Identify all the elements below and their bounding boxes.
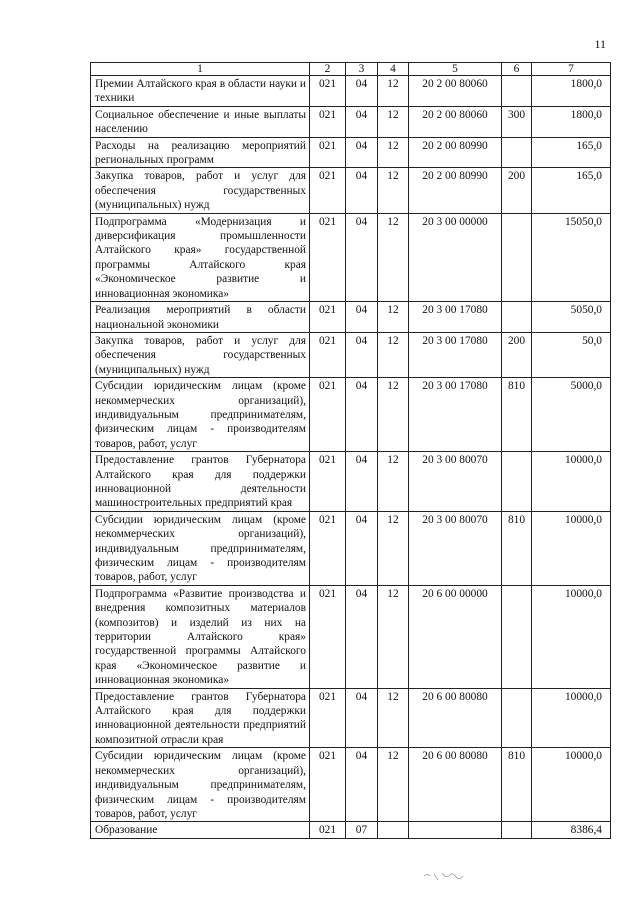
expense-type-code: 810 xyxy=(502,511,532,585)
target-article-code: 20 6 00 00000 xyxy=(409,585,502,688)
amount: 165,0 xyxy=(532,168,611,213)
table-row xyxy=(91,106,611,137)
table-row xyxy=(91,213,611,301)
target-article-code: 20 3 00 80070 xyxy=(409,452,502,512)
target-article-code: 20 3 00 17080 xyxy=(409,378,502,452)
ministry-code: 021 xyxy=(310,213,346,301)
item-name: Подпрограмма «Развитие производства и внедрения композитных материалов (композитов) и изделий из них на территории Алтайского края» государственной программы Алтайского края «Экономическое развитие и инновационная экономика» xyxy=(91,585,310,688)
amount: 10000,0 xyxy=(532,511,611,585)
table-row xyxy=(91,76,611,107)
table-row xyxy=(91,302,611,333)
target-article-code: 20 2 00 80990 xyxy=(409,168,502,213)
subsection-code: 12 xyxy=(378,332,409,377)
ministry-code: 021 xyxy=(310,106,346,137)
item-name: Субсидии юридическим лицам (кроме некоммерческих организаций), индивидуальным предпринимателям, физическим лицам - производителям товаров, работ, услуг xyxy=(91,511,310,585)
target-article-code: 20 6 00 80080 xyxy=(409,748,502,822)
amount: 8386,4 xyxy=(532,822,611,838)
expense-type-code: 200 xyxy=(502,168,532,213)
table-row xyxy=(91,332,611,377)
subsection-code: 12 xyxy=(378,137,409,168)
subsection-code: 12 xyxy=(378,378,409,452)
target-article-code: 20 3 00 00000 xyxy=(409,213,502,301)
item-name: Закупка товаров, работ и услуг для обеспечения государственных (муниципальных) нужд xyxy=(91,332,310,377)
page-number: 11 xyxy=(594,37,606,51)
section-code: 04 xyxy=(346,76,378,107)
section-code: 04 xyxy=(346,137,378,168)
item-name: Подпрограмма «Модернизация и диверсификация промышленности Алтайского края» государственной программы Алтайского края «Экономическое развитие и инновационная экономика» xyxy=(91,213,310,301)
subsection-code: 12 xyxy=(378,106,409,137)
target-article-code: 20 3 00 80070 xyxy=(409,511,502,585)
column-header: 4 xyxy=(378,63,409,76)
expense-type-code xyxy=(502,452,532,512)
target-article-code xyxy=(409,822,502,838)
section-code: 04 xyxy=(346,511,378,585)
item-name: Реализация мероприятий в области национальной экономики xyxy=(91,302,310,333)
item-name: Образование xyxy=(91,822,310,838)
amount: 10000,0 xyxy=(532,688,611,748)
ministry-code: 021 xyxy=(310,452,346,512)
budget-table xyxy=(90,62,611,839)
table-row xyxy=(91,688,611,748)
column-header: 5 xyxy=(409,63,502,76)
ministry-code: 021 xyxy=(310,137,346,168)
header-row xyxy=(91,63,611,76)
item-name: Закупка товаров, работ и услуг для обеспечения государственных (муниципальных) нужд xyxy=(91,168,310,213)
subsection-code: 12 xyxy=(378,585,409,688)
target-article-code: 20 2 00 80990 xyxy=(409,137,502,168)
target-article-code: 20 6 00 80080 xyxy=(409,688,502,748)
expense-type-code xyxy=(502,822,532,838)
ministry-code: 021 xyxy=(310,511,346,585)
target-article-code: 20 3 00 17080 xyxy=(409,302,502,333)
subsection-code: 12 xyxy=(378,511,409,585)
item-name: Премии Алтайского края в области науки и техники xyxy=(91,76,310,107)
expense-type-code xyxy=(502,213,532,301)
expense-type-code xyxy=(502,137,532,168)
section-code: 04 xyxy=(346,302,378,333)
subsection-code: 12 xyxy=(378,76,409,107)
table-row xyxy=(91,137,611,168)
section-code: 04 xyxy=(346,106,378,137)
ministry-code: 021 xyxy=(310,76,346,107)
table-row xyxy=(91,452,611,512)
table-row xyxy=(91,822,611,838)
expense-type-code xyxy=(502,585,532,688)
ministry-code: 021 xyxy=(310,332,346,377)
section-code: 04 xyxy=(346,748,378,822)
amount: 5050,0 xyxy=(532,302,611,333)
table-row xyxy=(91,585,611,688)
item-name: Социальное обеспечение и иные выплаты населению xyxy=(91,106,310,137)
amount: 165,0 xyxy=(532,137,611,168)
budget-table-wrapper xyxy=(90,62,610,839)
section-code: 04 xyxy=(346,688,378,748)
expense-type-code: 810 xyxy=(502,748,532,822)
item-name: Предоставление грантов Губернатора Алтайского края для поддержки инновационной деятельности машиностроительных предприятий края xyxy=(91,452,310,512)
section-code: 04 xyxy=(346,378,378,452)
table-row xyxy=(91,748,611,822)
column-header: 1 xyxy=(91,63,310,76)
item-name: Предоставление грантов Губернатора Алтайского края для поддержки инновационной деятельности предприятий композитной отрасли края xyxy=(91,688,310,748)
amount: 10000,0 xyxy=(532,585,611,688)
section-code: 04 xyxy=(346,452,378,512)
ministry-code: 021 xyxy=(310,302,346,333)
ministry-code: 021 xyxy=(310,378,346,452)
subsection-code: 12 xyxy=(378,748,409,822)
table-row xyxy=(91,168,611,213)
subsection-code: 12 xyxy=(378,452,409,512)
item-name: Расходы на реализацию мероприятий региональных программ xyxy=(91,137,310,168)
subsection-code: 12 xyxy=(378,302,409,333)
amount: 10000,0 xyxy=(532,748,611,822)
ministry-code: 021 xyxy=(310,168,346,213)
amount: 1800,0 xyxy=(532,106,611,137)
section-code: 04 xyxy=(346,213,378,301)
table-row xyxy=(91,378,611,452)
item-name: Субсидии юридическим лицам (кроме некоммерческих организаций), индивидуальным предпринимателям, физическим лицам - производителям товаров, работ, услуг xyxy=(91,378,310,452)
subsection-code: 12 xyxy=(378,168,409,213)
expense-type-code xyxy=(502,302,532,333)
expense-type-code: 810 xyxy=(502,378,532,452)
scan-smudge-mark xyxy=(420,868,480,884)
ministry-code: 021 xyxy=(310,822,346,838)
target-article-code: 20 2 00 80060 xyxy=(409,76,502,107)
ministry-code: 021 xyxy=(310,688,346,748)
subsection-code xyxy=(378,822,409,838)
column-header: 6 xyxy=(502,63,532,76)
column-header: 3 xyxy=(346,63,378,76)
ministry-code: 021 xyxy=(310,585,346,688)
amount: 15050,0 xyxy=(532,213,611,301)
section-code: 04 xyxy=(346,332,378,377)
column-header: 2 xyxy=(310,63,346,76)
expense-type-code xyxy=(502,688,532,748)
subsection-code: 12 xyxy=(378,688,409,748)
target-article-code: 20 2 00 80060 xyxy=(409,106,502,137)
expense-type-code: 200 xyxy=(502,332,532,377)
subsection-code: 12 xyxy=(378,213,409,301)
amount: 1800,0 xyxy=(532,76,611,107)
target-article-code: 20 3 00 17080 xyxy=(409,332,502,377)
ministry-code: 021 xyxy=(310,748,346,822)
section-code: 04 xyxy=(346,585,378,688)
column-header: 7 xyxy=(532,63,611,76)
section-code: 07 xyxy=(346,822,378,838)
expense-type-code xyxy=(502,76,532,107)
expense-type-code: 300 xyxy=(502,106,532,137)
table-row xyxy=(91,511,611,585)
amount: 10000,0 xyxy=(532,452,611,512)
amount: 5000,0 xyxy=(532,378,611,452)
item-name: Субсидии юридическим лицам (кроме некоммерческих организаций), индивидуальным предпринимателям, физическим лицам - производителям товаров, работ, услуг xyxy=(91,748,310,822)
amount: 50,0 xyxy=(532,332,611,377)
section-code: 04 xyxy=(346,168,378,213)
